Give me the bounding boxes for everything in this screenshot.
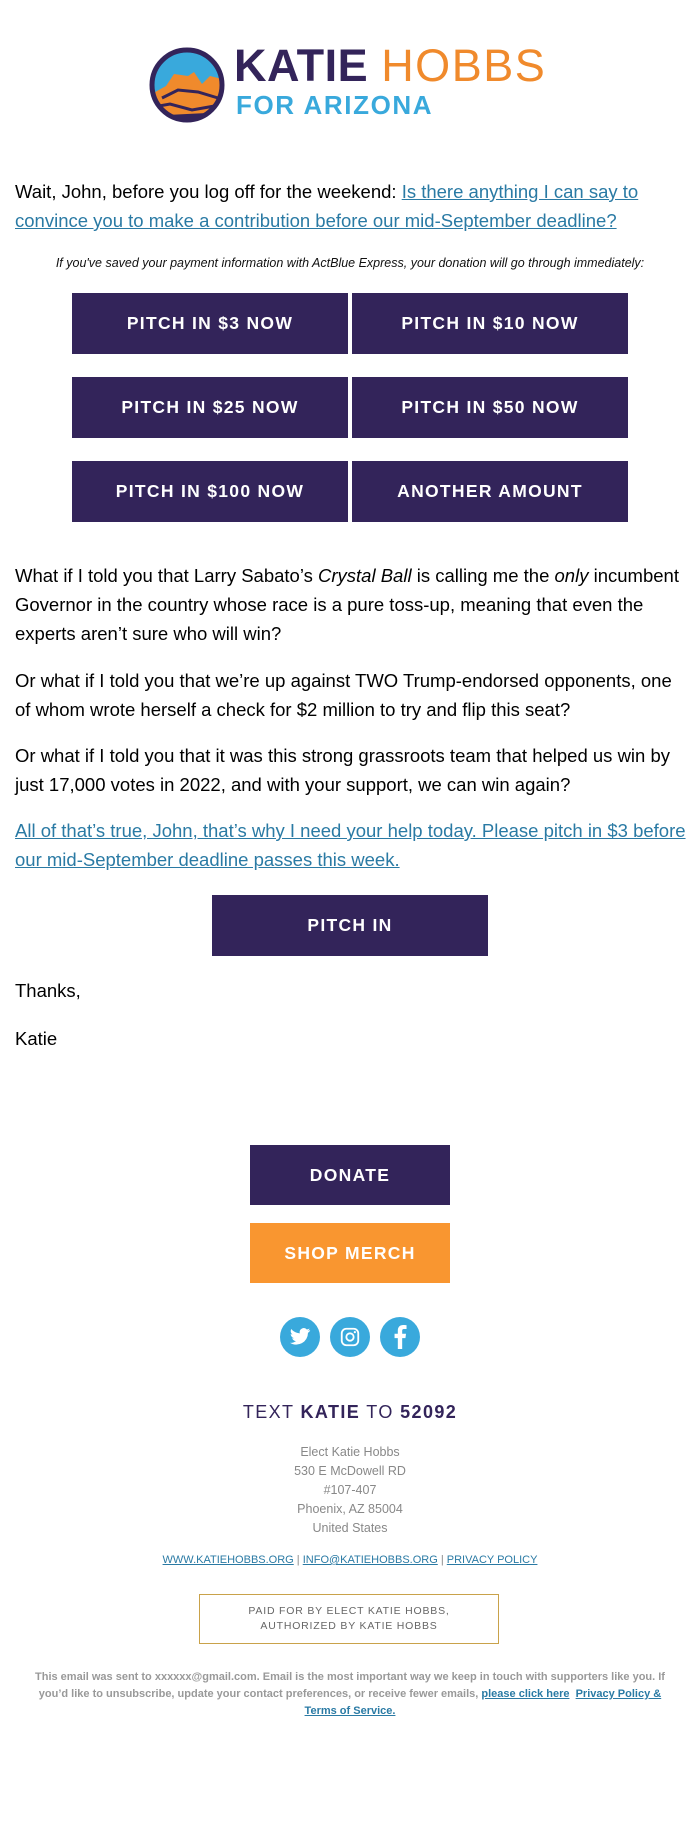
twitter-icon[interactable]	[280, 1317, 320, 1357]
shop-merch-button[interactable]: SHOP MERCH	[250, 1223, 450, 1283]
pitch-in-100-button[interactable]: PITCH IN $100 NOW	[72, 461, 348, 522]
body-paragraph-1: What if I told you that Larry Sabato’s Crystal Ball is calling me the only incumbent Governor in the country whose race is a pure toss-up, meaning that even the experts aren’t sure who will win?	[15, 565, 679, 644]
unsubscribe-link[interactable]: please click here	[481, 1688, 570, 1700]
email-disclaimer: This email was sent to xxxxxx@gmail.com. Email is the most important way we keep in touch with supporters like you. If you’d like to unsubscribe, update your contact preferences, or receive fewer emails, please click here Privacy Policy & Terms of Service.	[35, 1671, 665, 1717]
email-link[interactable]: INFO@KATIEHOBBS.ORG	[302, 1554, 438, 1566]
pitch-in-10-button[interactable]: PITCH IN $10 NOW	[352, 293, 628, 354]
pitch-in-25-button[interactable]: PITCH IN $25 NOW	[72, 377, 348, 438]
signoff-thanks: Thanks,	[15, 980, 81, 1001]
another-amount-button[interactable]: ANOTHER AMOUNT	[352, 461, 628, 522]
footer-links: WWW.KATIEHOBBS.ORG | INFO@KATIEHOBBS.ORG | PRIVACY POLICY	[162, 1554, 538, 1566]
logo-tagline: FOR ARIZONA	[236, 90, 434, 120]
privacy-policy-link[interactable]: PRIVACY POLICY	[446, 1554, 538, 1566]
website-link[interactable]: WWW.KATIEHOBBS.ORG	[162, 1554, 294, 1566]
paid-for-disclaimer: PAID FOR BY ELECT KATIE HOBBS, AUTHORIZED BY KATIE HOBBS	[199, 1594, 499, 1644]
intro-contribution-link[interactable]: Is there anything I can say to convince you to make a contribution before our mid-September deadline?	[15, 181, 639, 231]
arizona-landscape-icon	[148, 46, 226, 124]
signoff-name: Katie	[15, 1028, 58, 1049]
intro-paragraph: Wait, John, before you log off for the weekend: Is there anything I can say to convince you to make a contribution before our mid-September deadline?	[15, 181, 639, 231]
body-paragraph-2: Or what if I told you that we’re up against TWO Trump-endorsed opponents, one of whom wrote herself a check for $2 million to try and flip this seat?	[15, 670, 672, 720]
instagram-icon[interactable]	[330, 1317, 370, 1357]
pitch-in-50-button[interactable]: PITCH IN $50 NOW	[352, 377, 628, 438]
pitch-in-3-button[interactable]: PITCH IN $3 NOW	[72, 293, 348, 354]
body-paragraph-3: Or what if I told you that it was this strong grassroots team that helped us win by just 17,000 votes in 2022, and with your support, we can win again?	[15, 745, 671, 795]
privacy-terms-link[interactable]: Privacy Policy & Terms of Service.	[304, 1688, 662, 1717]
pitch-in-button[interactable]: PITCH IN	[212, 895, 488, 956]
pitch-in-link[interactable]: All of that’s true, John, that’s why I need your help today. Please pitch in $3 before our mid-September deadline passes this week.	[15, 820, 686, 870]
actblue-express-note: If you've saved your payment information with ActBlue Express, your donation will go through immediately:	[55, 256, 645, 270]
logo-name: KATIE HOBBS	[234, 40, 547, 91]
mailing-address: Elect Katie Hobbs 530 E McDowell RD #107-407 Phoenix, AZ 85004 United States	[294, 1445, 406, 1535]
donate-button[interactable]: DONATE	[250, 1145, 450, 1205]
facebook-icon[interactable]	[380, 1317, 420, 1357]
text-to-join: TEXT KATIE TO 52092	[242, 1402, 458, 1422]
campaign-logo	[148, 40, 558, 126]
body-paragraph-4	[15, 816, 687, 874]
